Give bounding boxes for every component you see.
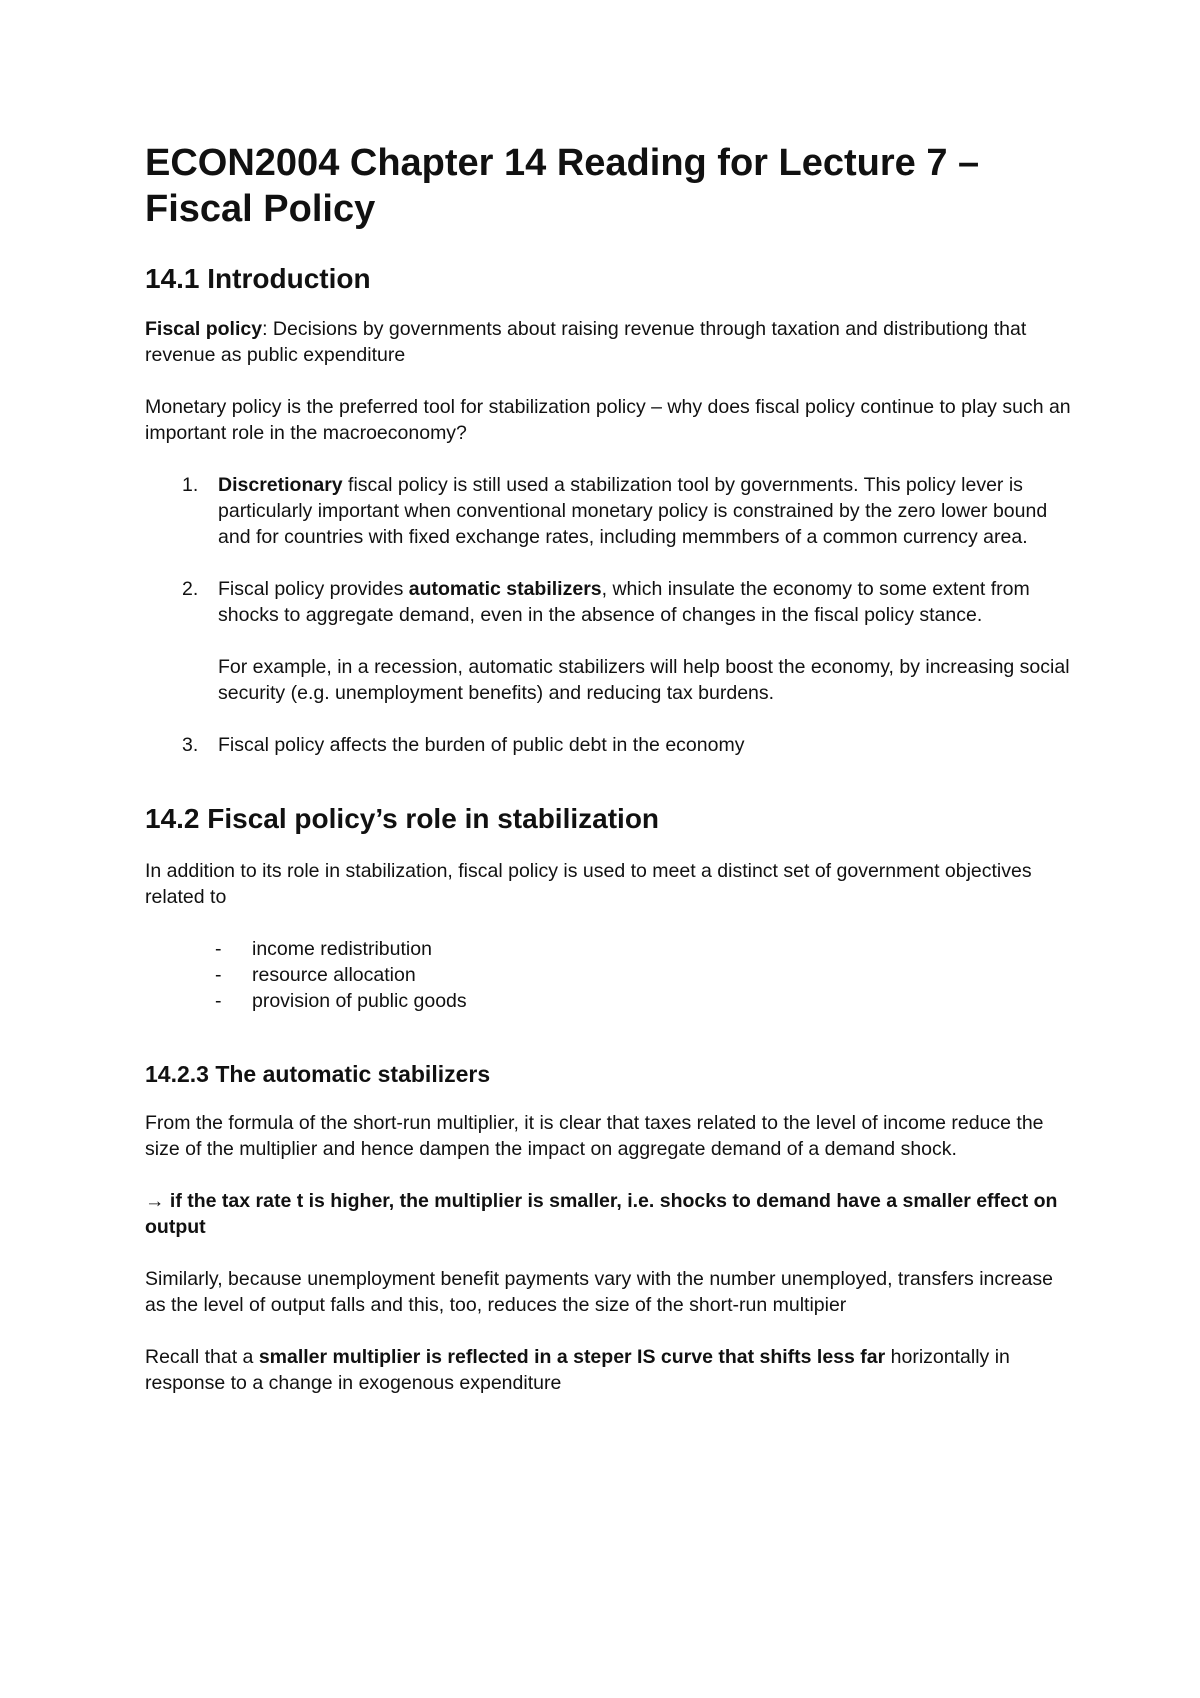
is-curve-bold: smaller multiplier is reflected in a steper IS curve that shifts less far	[258, 1346, 886, 1368]
list-item-example: For example, in a recession, automatic stabilizers will help boost the economy, by increasing social security (e.g. unemployment benefits) and reducing tax burdens.	[218, 656, 1070, 704]
section-heading-automatic-stabilizers: 14.2.3 The automatic stabilizers	[145, 1061, 491, 1087]
bullet-text: income redistribution	[252, 938, 432, 960]
tax-rate-conclusion	[145, 1188, 1075, 1240]
objectives-list	[145, 936, 1075, 1014]
section-heading-introduction: 14.1 Introduction	[145, 263, 371, 294]
fiscal-policy-definition	[145, 316, 1075, 368]
bullet-dash: -	[215, 938, 222, 960]
list-item-text: fiscal policy is still used a stabilization tool by governments. This policy lever is particularly important when conventional monetary policy is constrained by the zero lower bound and for countries with fixed exchange rates, including memmbers of a common currency area.	[218, 474, 1048, 548]
list-number: 2.	[182, 578, 199, 600]
section-heading-stabilization: 14.2 Fiscal policy’s role in stabilization	[145, 803, 660, 834]
list-number: 3.	[182, 734, 199, 756]
list-item-pre: Fiscal policy provides	[218, 578, 409, 600]
is-curve-pre: Recall that a	[145, 1346, 259, 1368]
bullet-text: resource allocation	[252, 964, 416, 986]
arrow-icon: →	[145, 1190, 165, 1212]
document-title: ECON2004 Chapter 14 Reading for Lecture 7 – Fiscal Policy	[145, 142, 980, 230]
list-item-text: , which insulate the economy to some extent from shocks to aggregate demand, even in the absence of changes in the fiscal policy stance.	[218, 578, 1030, 626]
is-curve-post: horizontally in response to a change in exogenous expenditure	[145, 1346, 1010, 1394]
bullet-dash: -	[215, 964, 222, 986]
document-content	[145, 140, 1075, 1396]
list-item	[145, 732, 1075, 758]
list-item	[145, 472, 1075, 550]
list-item-text: Fiscal policy affects the burden of public debt in the economy	[218, 734, 745, 756]
reasons-list	[145, 472, 1075, 758]
list-item	[145, 936, 1075, 962]
objectives-paragraph: In addition to its role in stabilization, fiscal policy is used to meet a distinct set of government objectives related to	[145, 860, 1032, 908]
list-item	[145, 988, 1075, 1014]
definition-text: : Decisions by governments about raising revenue through taxation and distributiong that revenue as public expenditure	[145, 318, 1027, 366]
multiplier-paragraph: From the formula of the short-run multiplier, it is clear that taxes related to the level of income reduce the size of the multiplier and hence dampen the impact on aggregate demand of a demand shock.	[145, 1112, 1044, 1160]
tax-rate-conclusion-text: if the tax rate t is higher, the multiplier is smaller, i.e. shocks to demand have a smaller effect on output	[145, 1190, 1058, 1238]
intro-paragraph: Monetary policy is the preferred tool for stabilization policy – why does fiscal policy continue to play such an important role in the macroeconomy?	[145, 396, 1071, 444]
definition-term: Fiscal policy	[145, 318, 263, 340]
is-curve-paragraph	[145, 1344, 1075, 1396]
bullet-dash: -	[215, 990, 222, 1012]
unemployment-benefit-paragraph: Similarly, because unemployment benefit payments vary with the number unemployed, transfers increase as the level of output falls and this, too, reduces the size of the short-run multipier	[145, 1268, 1053, 1316]
list-item	[145, 962, 1075, 988]
bullet-text: provision of public goods	[252, 990, 467, 1012]
list-number: 1.	[182, 474, 199, 496]
list-item-bold: automatic stabilizers	[408, 578, 602, 600]
list-item	[145, 576, 1075, 706]
list-item-bold: Discretionary	[218, 474, 343, 496]
